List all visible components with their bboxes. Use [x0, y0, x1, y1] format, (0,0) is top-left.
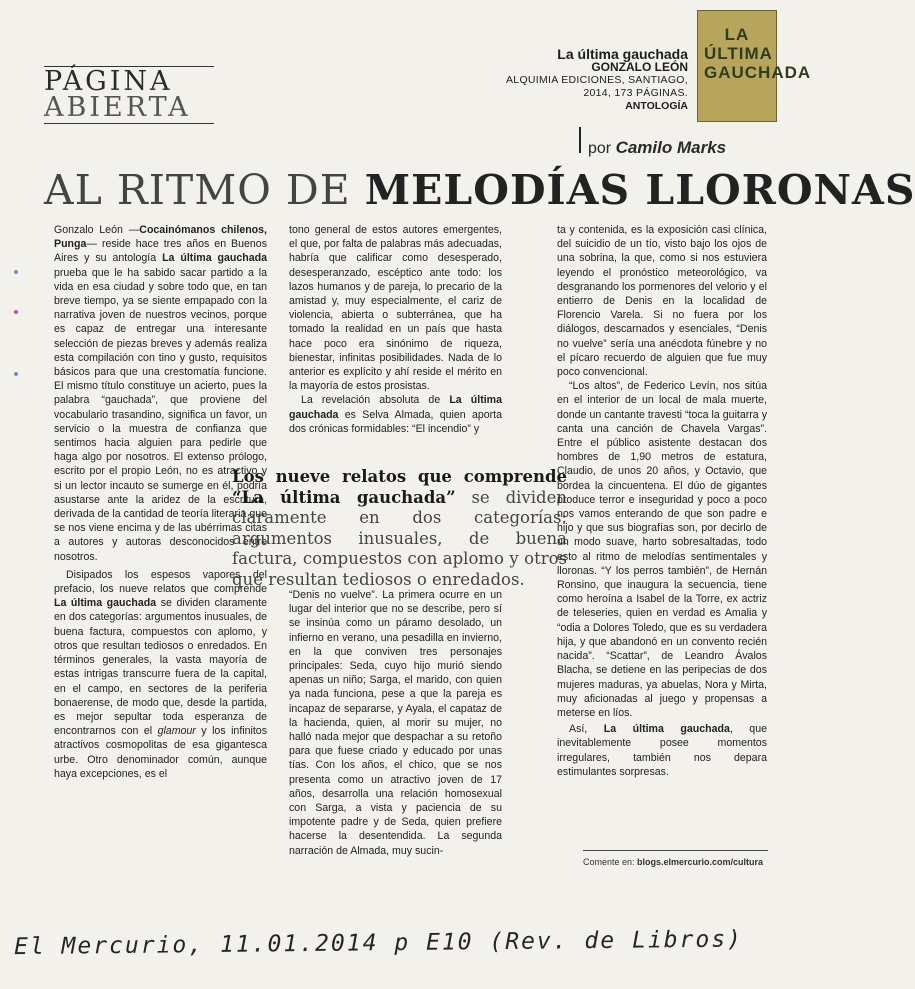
text-run-bold: Cocainómanos chilenos, Punga	[54, 224, 267, 251]
text-run: y los infinitos atractivos cosmopolitas de esa gigantesca urbe. Otro denominador común, aunque haya excepciones, es el	[54, 725, 267, 780]
text-run-bold: La última gauchada	[289, 394, 502, 421]
book-cover-image	[697, 10, 812, 122]
text-run: — reside hace tres años en Buenos Aires y su antología	[54, 238, 267, 265]
paragraph: “Denis no vuelve”. La primera ocurre en un lugar del interior que no se describe, pero sí se insinúa como un páramo desolado, un infierno en verano, una pesadilla en invierno, en la que conviven tres personajes principales: Seda, cuyo hijo murió siendo apenas un niño; Sarga, el marido, con quien ya nada funciona, pese a que la pareja es incapaz de separarse, y Ayala, el capataz de la hacienda, quien, al morir su mujer, no halló nada mejor que despachar a su retoño para que fuese criado y educado por unas tías. Con los años, el chico, que se nos presenta como un atractivo joven de 17 años, desarrolla una relación homosexual con Sarga, a vista y paciencia de su impotente padre y de Seda, quien prefiere hacerse la desentendida. La segunda narración de Almada, muy sucin-	[289, 589, 502, 857]
article-column-2-bottom	[289, 588, 502, 858]
byline-author: Camilo Marks	[615, 138, 727, 157]
pull-quote-bold: Los nueve relatos que comprende “La última gauchada”	[232, 467, 567, 507]
byline	[588, 138, 726, 158]
book-genre: ANTOLOGÍA	[625, 100, 688, 112]
margin-dot	[14, 372, 18, 376]
headline-light: AL RITMO DE	[44, 166, 351, 214]
paragraph: ta y contenida, es la exposición casi clínica, del suicidio de un tío, visto bajo los ojos de una sobrina, la que, como si nos estuviera leyendo el pronóstico meteorológico, va desgranando los pormenores del velorio y el entierro de Denis en la localidad de Florencio Varela. Si no fuera por los diálogos, descarnados y esenciales, “Denis no vuelve” sería una anécdota fúnebre y no el pícaro recuerdo de alguien que fue muy poco convencional.	[557, 224, 767, 379]
paragraph	[54, 568, 267, 781]
book-publisher: ALQUIMIA EDICIONES, SANTIAGO,	[506, 74, 688, 86]
colophon-rule	[583, 850, 768, 851]
text-run: Así,	[569, 723, 604, 736]
text-run: , que inevitablemente posee momentos irregulares, también nos depara estimulantes sorpresas.	[557, 723, 767, 778]
article-column-3	[557, 223, 767, 779]
byline-divider	[579, 127, 581, 153]
article-column-2-top	[289, 223, 502, 436]
text-run: Gonzalo León —	[54, 224, 140, 236]
byline-prefix: por	[588, 140, 612, 157]
pull-quote-rest: se dividen claramente en dos categorías: argumentos inusuales, de buena factura, compuestos con aplomo y otros que resultan tediosos o enredados.	[232, 487, 567, 589]
section-rule-bottom	[44, 123, 214, 124]
margin-dot	[14, 270, 18, 274]
text-run: Disipados los espesos vapores del prefacio, los nueve relatos que comprende	[54, 568, 267, 596]
paragraph	[557, 722, 767, 779]
section-heading-line1: PÁGINA	[44, 66, 173, 97]
section-heading	[44, 64, 214, 126]
text-run-bold: La última gauchada	[162, 252, 267, 265]
text-run-bold: La última gauchada	[54, 597, 157, 610]
book-author: GONZALO LEÓN	[591, 60, 688, 74]
paragraph	[289, 393, 502, 436]
text-run: La revelación absoluta de	[301, 394, 450, 407]
text-run: se dividen claramente en dos categorías: argumentos inusuales, de buena factura, compuestos con aplomo, y otros que resultan tediosos o enredados. En términos generales, la vasta mayoría de estas intrigas transcurre fuera de la capital, en el campo, en sectores de la periferia bonaerense, de modo que, desde la partida, es mejor sepultar toda esperanza de encontrarnos con el	[54, 597, 267, 738]
colophon-prefix: Comente en:	[583, 857, 638, 867]
text-run-italic: glamour	[157, 725, 196, 738]
pull-quote	[232, 467, 567, 590]
handwritten-citation: El Mercurio, 11.01.2014 p E10 (Rev. de Libros)	[13, 926, 744, 961]
headline	[44, 166, 915, 214]
book-cover-text: LA ÚLTIMA GAUCHADA	[704, 25, 812, 82]
text-run: es Selva Almada, quien aporta dos crónicas formidables: “El incendio” y	[289, 408, 502, 435]
headline-bold: MELODÍAS LLORONAS	[364, 166, 915, 214]
colophon	[583, 857, 763, 867]
book-title: La última gauchada	[557, 46, 688, 62]
book-year-pages: 2014, 173 PÁGINAS.	[583, 87, 688, 99]
margin-dot	[14, 310, 18, 314]
book-info	[478, 48, 688, 113]
section-heading-line2: ABIERTA	[44, 92, 191, 123]
colophon-url[interactable]: blogs.elmercurio.com/cultura	[637, 857, 764, 867]
paragraph: tono general de estos autores emergentes, el que, por falta de palabras más adecuadas, habría que calificar como desesperado, desesperanzado, escéptico ante todo: los lazos humanos y de pareja, lo precario de la amistad y, muy especialmente, el cariz de violencia, abierta o subterránea, que ha tomado la realidad en un país que hasta hace poco era sinónimo de riqueza, bienestar, infinitas posibilidades. Nada de lo anterior es explícito y ahí reside el mérito en la mayoría de estos prosistas.	[289, 224, 502, 393]
paragraph: “Los altos”, de Federico Levín, nos sitúa en el interior de un local de mala muerte, donde un cantante travesti “toca la guitarra y canta una canción de Chavela Vargas”. Entre el público asistente destacan dos hombres de 1,90 metros de estatura, Claudio, de unos 20 años, y Octavio, que bordea la cincuentena. El dúo de gigantes produce terror e inseguridad y poco a poco nos vamos enterando de que son padre e hijo y que sus biografías son, por decirlo de un modo suave, harto sobresaltadas, todo esto al ritmo de melodías sentimentales y lloronas. “Y los perros también”, de Hernán Ronsino, que inaugura la secuencia, tiene como heroína a Isabel de la Torre, ex actriz de teleseries, quien en verdad es Amalia y “odia a Dolores Toledo, que es su verdadera hija, y que abandonó en un convento recién nacida”. “Scattar”, de Leandro Ávalos Blacha, se detiene en las peripecias de dos mujeres maduras, ya abuelas, Nora y Mirta, muy aficionadas al juego y propensas a meterse en líos.	[557, 380, 767, 719]
text-run-bold: La última gauchada	[603, 723, 730, 736]
text-run: prueba que le ha sabido sacar partido a la vida en esa ciudad y sobre todo que, en tan breve tiempo, ya se siente empapado con la narrativa joven de nuestros vecinos, porque es capaz de entregar una interesante selección de piezas breves y además realiza esta compilación con tino y gusto, requisitos básicos para que una crestomatía funcione. El mismo título constituye un acierto, pues la palabra “gauchada”, que proviene del vocabulario trasandino, significa un favor, un servicio o la muestra de confianza que sentimos hacia alguien para pedirle que haga algo por nosotros. El extenso prólogo, escrito por el propio León, no es atractivo y si un lector incauto se sumerge en él, podría asustarse ante la aridez de la escritura, derivada de la cantidad de teoría literaria que se nos viene encima y de las ubérrimas citas a autores y autoras desconocidos entre nosotros.	[54, 266, 267, 563]
